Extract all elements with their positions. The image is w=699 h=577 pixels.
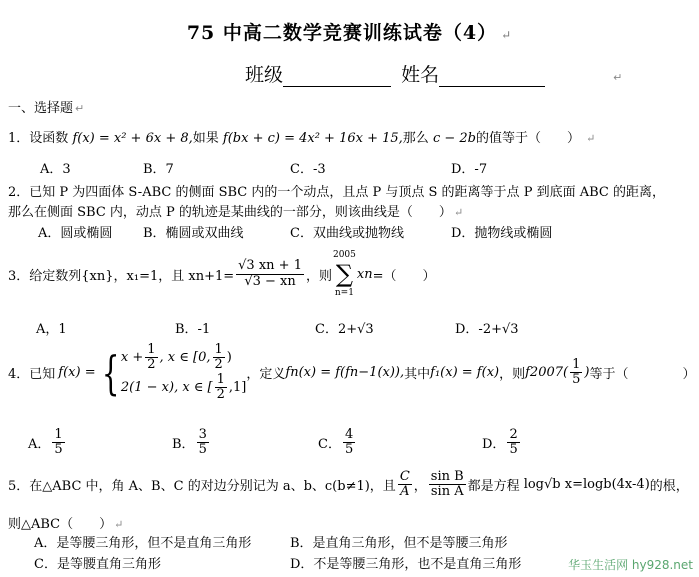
q4-option-b[interactable]: B． $\frac{3}{5}$ (172, 427, 207, 458)
case-2: 2(1 − x), x ∈ [ $\frac{1}{2}$ ,1] (120, 371, 247, 402)
class-field[interactable] (283, 67, 391, 87)
question-5-line-2: 则△ABC（ ） ↵ (8, 517, 124, 532)
question-5: 5． 在△ABC 中，角 A、B、C 的对边分别记为 a、b、c(b≠1)，且 $\frac{C}{A}$ ， $\frac{\text{sin B}}{\text{sin A}}$ 都是方程 log√b x=logb(4x-4) 的根， (8, 469, 689, 500)
q3-option-a[interactable]: A，1 (36, 322, 67, 337)
q2-option-c[interactable]: C．双曲线或抛物线 (290, 226, 404, 241)
q3-option-b[interactable]: B．-1 (175, 322, 211, 337)
q1-option-a[interactable]: A．3 (40, 162, 71, 177)
watermark: 华玉生活网 hy928.net (568, 558, 693, 572)
q1-option-c[interactable]: C．-3 (290, 162, 326, 177)
left-brace-icon: { (101, 345, 120, 400)
class-label: 班级 (245, 64, 284, 86)
question-3: 3． 给定数列{xn}，x₁=1，且 xn+1= $\frac{√3 xn + 1}{√3 - xn}$ ，则 2005 ∑ n=1 xn =（ ） (8, 250, 436, 298)
q3-option-d[interactable]: D．-2+√3 (455, 322, 519, 337)
question-2-line-2: 那么在侧面 SBC 内，动点 P 的轨迹是某曲线的一部分，则该曲线是（ ） ↵ (8, 205, 464, 220)
q3-fraction: $\frac{√3 xn + 1}{√3 - xn}$ (238, 258, 302, 289)
q5-option-c[interactable]: C．是等腰直角三角形 (34, 557, 161, 572)
title-text: 75 中高二数学竞赛训练试卷（4） (186, 22, 498, 44)
q2-option-a[interactable]: A．圆或椭圆 (38, 226, 113, 241)
q3-summation: 2005 ∑ n=1 (332, 250, 356, 298)
q2-option-b[interactable]: B．椭圆或双曲线 (143, 226, 244, 241)
section-heading: 一、选择题 ↵ (8, 101, 85, 116)
page-title: 75 中高二数学竞赛训练试卷（4） ↵ (186, 22, 513, 44)
question-1: 1．设函数 f(x) = x² + 6x + 8,如果 f(bx + c) = 4x² + 16x + 15,那么 c − 2b的值等于（ ） ↵ (8, 131, 596, 146)
piecewise-cases (121, 343, 247, 402)
sigma-icon: ∑ (335, 260, 353, 288)
q1-option-d[interactable]: D．-7 (451, 162, 488, 177)
name-label: 姓名 (401, 64, 440, 86)
name-field[interactable] (439, 67, 545, 87)
q1-option-b[interactable]: B．7 (143, 162, 174, 177)
q5-option-a[interactable]: A．是等腰三角形，但不是直角三角形 (34, 536, 252, 551)
name-row: 班级 姓名 ↵ (245, 64, 623, 86)
q5-option-d[interactable]: D．不是等腰三角形，也不是直角三角形 (290, 557, 522, 572)
q2-option-d[interactable]: D．抛物线或椭圆 (451, 226, 553, 241)
q5-option-b[interactable]: B．是直角三角形，但不是等腰三角形 (290, 536, 508, 551)
q4-option-c[interactable]: C． $\frac{4}{5}$ (318, 427, 354, 458)
q4-option-a[interactable]: A． $\frac{1}{5}$ (28, 427, 63, 458)
q4-option-d[interactable]: D． $\frac{2}{5}$ (482, 427, 518, 458)
case-1: x + $\frac{1}{2}$ , x ∈ [0, $\frac{1}{2}$ ) (120, 342, 232, 373)
question-2-line-1: 2．已知 P 为四面体 S-ABC 的侧面 SBC 内的一个动点，且点 P 与顶点 S 的距离等于点 P 到底面 ABC 的距离， (8, 185, 665, 200)
q3-option-c[interactable]: C．2+√3 (315, 322, 374, 337)
question-4: 4． 已知 f(x) = { x + $\frac{1}{2}$ , x ∈ [0, $\frac{1}{2}$ ) 2(1 − x), x ∈ [ $\frac{1}{2}$ ,1] ，定义 fn(x) = f(fn−1(x)), 其中 f₁(x) = f(x) ，则 f2007( $\frac{1}{5}$ ) 等于（ ） (8, 342, 696, 402)
